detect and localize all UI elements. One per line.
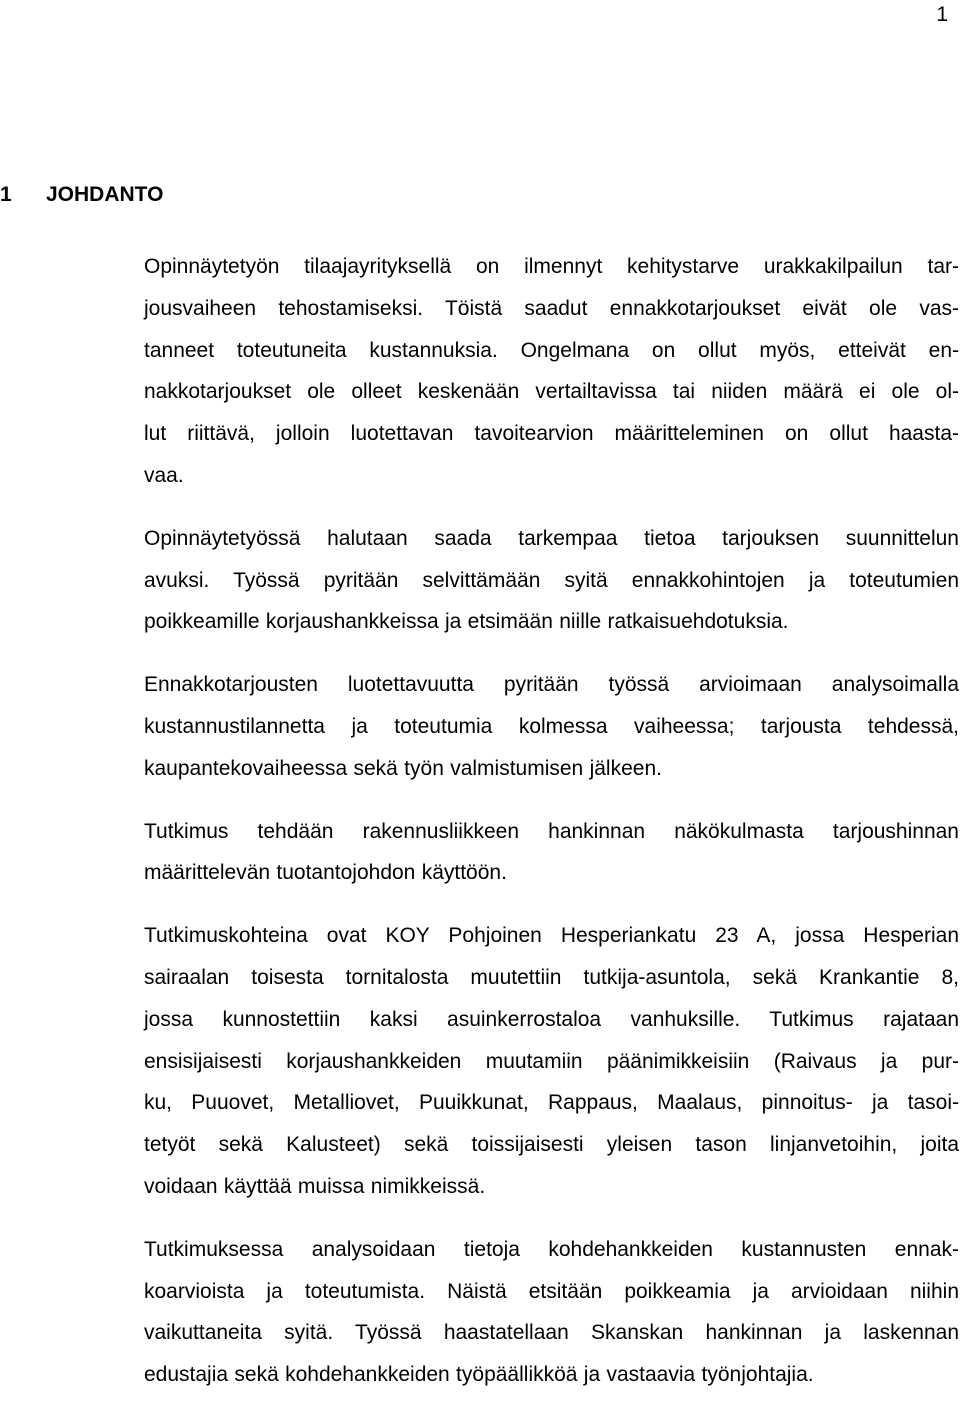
paragraph-1 [144, 246, 959, 497]
text-line: Ennakkotarjousten luotettavuutta pyritään työssä arvioimaan analysoimalla [144, 673, 959, 697]
paragraph-6 [144, 1229, 959, 1396]
chapter-heading [0, 180, 163, 210]
text-line: sairaalan toisesta tornitalosta muutettiin tutkija-asuntola, sekä Krankantie 8, [144, 965, 959, 989]
text-line: Tutkimus tehdään rakennusliikkeen hankinnan näkökulmasta tarjoushinnan [144, 819, 959, 843]
text-line: vaa. [144, 463, 184, 487]
text-line: ku, Puuovet, Metalliovet, Puuikkunat, Rappaus, Maalaus, pinnoitus- ja tasoi- [144, 1091, 959, 1115]
text-line: jossa kunnostettiin kaksi asuinkerrostaloa vanhuksille. Tutkimus rajataan [144, 1007, 959, 1031]
text-line: vaikuttaneita syitä. Työssä haastatellaan Skanskan hankinnan ja laskennan [144, 1321, 959, 1345]
paragraph-4 [144, 811, 959, 895]
text-line: nakkotarjoukset ole olleet keskenään vertailtavissa tai niiden määrä ei ole ol- [144, 380, 959, 404]
text-line: Opinnäytetyön tilaajayrityksellä on ilmennyt kehitystarve urakkakilpailun tar- [144, 255, 959, 278]
text-line: jousvaiheen tehostamiseksi. Töistä saadut ennakkotarjoukset eivät ole vas- [144, 296, 959, 320]
text-line: tanneet toteutuneita kustannuksia. Ongelmana on ollut myös, etteivät en- [144, 338, 959, 362]
chapter-number: 1 [0, 183, 12, 206]
text-line: poikkeamille korjaushankkeissa ja etsimään niille ratkaisuehdotuksia. [144, 610, 789, 634]
text-line: Tutkimuksessa analysoidaan tietoja kohdehankkeiden kustannusten ennak- [144, 1237, 959, 1261]
text-line: Opinnäytetyössä halutaan saada tarkempaa tietoa tarjouksen suunnittelun [144, 526, 959, 550]
text-line: voidaan käyttää muissa nimikkeissä. [144, 1174, 486, 1198]
text-line: avuksi. Työssä pyritään selvittämään syitä ennakkohintojen ja toteutumien [144, 568, 959, 592]
paragraph-3 [144, 664, 959, 789]
chapter-title: JOHDANTO [46, 183, 164, 206]
text-line: ensisijaisesti korjaushankkeiden muutamiin päänimikkeisiin (Raivaus ja pur- [144, 1049, 959, 1073]
text-line: kustannustilannetta ja toteutumia kolmessa vaiheessa; tarjousta tehdessä, [144, 714, 959, 738]
paragraph-5 [144, 915, 959, 1208]
text-line: Tutkimuskohteina ovat KOY Pohjoinen Hesperiankatu 23 A, jossa Hesperian [144, 924, 959, 948]
text-line: kaupantekovaiheessa sekä työn valmistumisen jälkeen. [144, 756, 662, 780]
text-line: lut riittävä, jolloin luotettavan tavoitearvion määritteleminen on ollut haasta- [144, 422, 959, 446]
page-number: 1 [936, 3, 948, 26]
paragraph-2 [144, 518, 959, 643]
text-line: koarvioista ja toteutumista. Näistä etsitään poikkeamia ja arvioidaan niihin [144, 1279, 959, 1303]
body-text [144, 246, 959, 1417]
text-line: edustajia sekä kohdehankkeiden työpäällikköä ja vastaavia työnjohtajia. [144, 1363, 814, 1387]
text-line: tetyöt sekä Kalusteet) sekä toissijaisesti yleisen tason linjanvetoihin, joita [144, 1133, 959, 1157]
text-line: määrittelevän tuotantojohdon käyttöön. [144, 861, 507, 885]
